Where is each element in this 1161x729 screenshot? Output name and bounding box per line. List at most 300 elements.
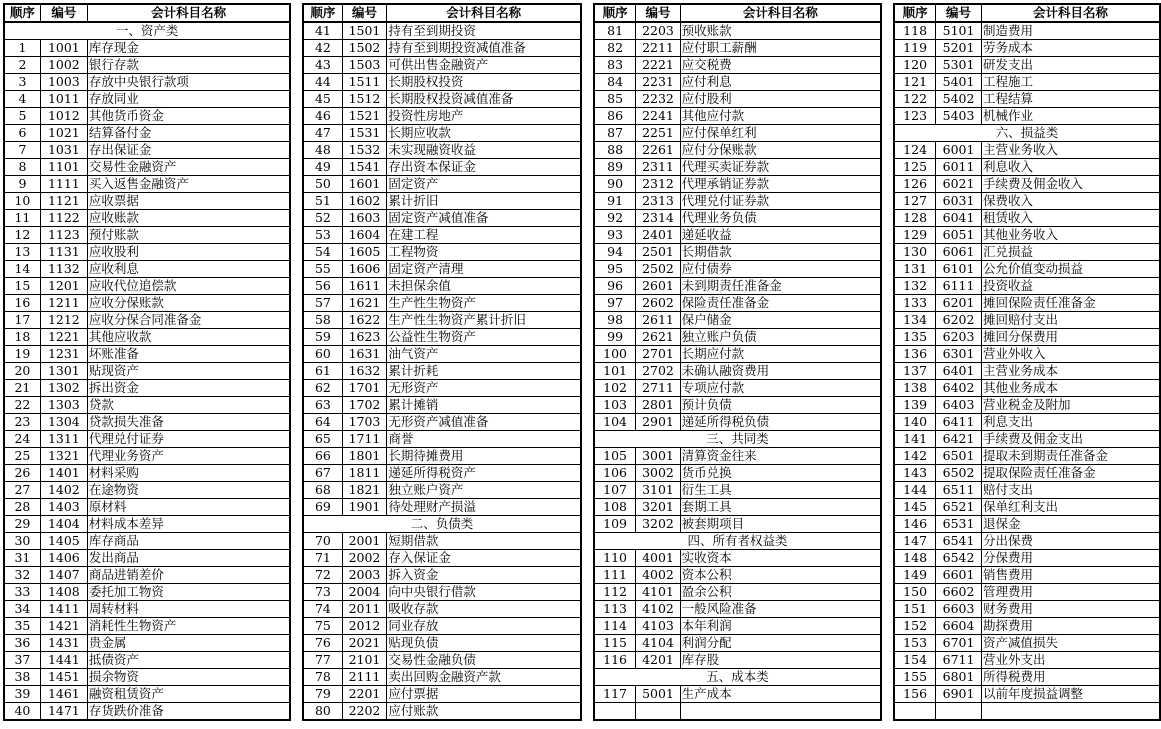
- name-cell: 存出保证金: [87, 142, 290, 159]
- seq-cell: 142: [894, 448, 936, 465]
- name-cell: 摊回分保费用: [981, 329, 1160, 346]
- seq-cell: 101: [594, 363, 636, 380]
- code-cell: 1404: [40, 516, 87, 533]
- name-cell: 固定资产: [387, 176, 581, 193]
- name-cell: 抵债资产: [87, 652, 290, 669]
- name-cell: 生产性生物资产: [387, 295, 581, 312]
- seq-cell: 112: [594, 584, 636, 601]
- seq-cell: 74: [303, 601, 342, 618]
- name-cell: 在途物资: [87, 482, 290, 499]
- code-cell: 2101: [342, 652, 387, 669]
- table-row: [4, 516, 290, 533]
- table-row: [594, 295, 881, 312]
- name-cell: 其他业务收入: [981, 227, 1160, 244]
- code-cell: 1304: [40, 414, 87, 431]
- section-row: [594, 431, 881, 448]
- seq-cell: 32: [4, 567, 40, 584]
- seq-cell: 141: [894, 431, 936, 448]
- seq-cell: 37: [4, 652, 40, 669]
- code-cell: 2221: [636, 57, 680, 74]
- code-cell: 1123: [40, 227, 87, 244]
- name-cell: 损余物资: [87, 669, 290, 686]
- code-cell: 2203: [636, 22, 680, 40]
- table-row: [4, 159, 290, 176]
- table-row: [4, 176, 290, 193]
- table-row: [4, 40, 290, 57]
- seq-cell: 58: [303, 312, 342, 329]
- name-cell: 货币兑换: [680, 465, 881, 482]
- table-row: [303, 567, 581, 584]
- code-cell: 1406: [40, 550, 87, 567]
- name-cell: 实收资本: [680, 550, 881, 567]
- name-cell: [981, 703, 1160, 721]
- name-cell: 管理费用: [981, 584, 1160, 601]
- name-cell: 独立账户资产: [387, 482, 581, 499]
- header-name: 会计科目名称: [680, 4, 881, 22]
- code-cell: 2012: [342, 618, 387, 635]
- seq-cell: 131: [894, 261, 936, 278]
- code-cell: 1604: [342, 227, 387, 244]
- code-cell: 6711: [936, 652, 982, 669]
- code-cell: 1408: [40, 584, 87, 601]
- table-row: [594, 652, 881, 669]
- name-cell: 库存股: [680, 652, 881, 669]
- table-row: [594, 482, 881, 499]
- seq-cell: 120: [894, 57, 936, 74]
- code-cell: 1531: [342, 125, 387, 142]
- seq-cell: 9: [4, 176, 40, 193]
- seq-cell: 72: [303, 567, 342, 584]
- code-cell: 1511: [342, 74, 387, 91]
- table-row: [894, 703, 1160, 721]
- name-cell: 库存商品: [87, 533, 290, 550]
- name-cell: 分出保费: [981, 533, 1160, 550]
- table-row: [4, 380, 290, 397]
- code-cell: 1302: [40, 380, 87, 397]
- name-cell: 未到期责任准备金: [680, 278, 881, 295]
- code-cell: 1001: [40, 40, 87, 57]
- name-cell: 交易性金融资产: [87, 159, 290, 176]
- seq-cell: 117: [594, 686, 636, 703]
- name-cell: 所得税费用: [981, 669, 1160, 686]
- name-cell: 材料采购: [87, 465, 290, 482]
- name-cell: 投资收益: [981, 278, 1160, 295]
- table-row: [594, 363, 881, 380]
- table-row: [894, 686, 1160, 703]
- accounting-subjects-sheet: [3, 3, 1161, 721]
- name-cell: 应付股利: [680, 91, 881, 108]
- name-cell: 预计负债: [680, 397, 881, 414]
- seq-cell: 145: [894, 499, 936, 516]
- table-row: [894, 618, 1160, 635]
- name-cell: 分保费用: [981, 550, 1160, 567]
- code-cell: 1405: [40, 533, 87, 550]
- name-cell: 代理兑付证券款: [680, 193, 881, 210]
- name-cell: 长期股权投资减值准备: [387, 91, 581, 108]
- name-cell: 发出商品: [87, 550, 290, 567]
- name-cell: 应付账款: [387, 703, 581, 721]
- table-row: [4, 91, 290, 108]
- seq-cell: 23: [4, 414, 40, 431]
- code-cell: 2401: [636, 227, 680, 244]
- table-row: [303, 227, 581, 244]
- section-row: [594, 533, 881, 550]
- seq-cell: 137: [894, 363, 936, 380]
- table-row: [594, 686, 881, 703]
- seq-cell: 88: [594, 142, 636, 159]
- name-cell: 工程结算: [981, 91, 1160, 108]
- name-cell: 周转材料: [87, 601, 290, 618]
- table-row: [894, 91, 1160, 108]
- name-cell: 机械作业: [981, 108, 1160, 125]
- table-row: [303, 176, 581, 193]
- code-cell: 2232: [636, 91, 680, 108]
- seq-cell: 66: [303, 448, 342, 465]
- seq-cell: 57: [303, 295, 342, 312]
- code-cell: 2311: [636, 159, 680, 176]
- name-cell: 保险责任准备金: [680, 295, 881, 312]
- code-cell: 6801: [936, 669, 982, 686]
- code-cell: 1012: [40, 108, 87, 125]
- table-row: [894, 669, 1160, 686]
- table-row: [594, 618, 881, 635]
- name-cell: 未担保余值: [387, 278, 581, 295]
- name-cell: 拆出资金: [87, 380, 290, 397]
- seq-cell: 30: [4, 533, 40, 550]
- seq-cell: [894, 703, 936, 721]
- table-row: [4, 57, 290, 74]
- code-cell: 3002: [636, 465, 680, 482]
- table-row: [594, 635, 881, 652]
- name-cell: 其他应收款: [87, 329, 290, 346]
- account-table-block-3: [593, 3, 882, 721]
- name-cell: 工程物资: [387, 244, 581, 261]
- table-row: [4, 397, 290, 414]
- seq-cell: 134: [894, 312, 936, 329]
- seq-cell: 82: [594, 40, 636, 57]
- table-row: [594, 261, 881, 278]
- table-row: [303, 125, 581, 142]
- code-cell: 1605: [342, 244, 387, 261]
- code-cell: 1532: [342, 142, 387, 159]
- code-cell: 3201: [636, 499, 680, 516]
- name-cell: 材料成本差异: [87, 516, 290, 533]
- seq-cell: 78: [303, 669, 342, 686]
- table-row: [303, 363, 581, 380]
- seq-cell: 2: [4, 57, 40, 74]
- seq-cell: 93: [594, 227, 636, 244]
- name-cell: 结算备付金: [87, 125, 290, 142]
- name-cell: 手续费及佣金支出: [981, 431, 1160, 448]
- seq-cell: 49: [303, 159, 342, 176]
- code-cell: 2621: [636, 329, 680, 346]
- seq-cell: 96: [594, 278, 636, 295]
- name-cell: 应收分保合同准备金: [87, 312, 290, 329]
- table-row: [4, 74, 290, 91]
- name-cell: 提取未到期责任准备金: [981, 448, 1160, 465]
- name-cell: 利息收入: [981, 159, 1160, 176]
- name-cell: 贴现资产: [87, 363, 290, 380]
- seq-cell: 147: [894, 533, 936, 550]
- table-row: [303, 669, 581, 686]
- table-row: [894, 159, 1160, 176]
- code-cell: 1121: [40, 193, 87, 210]
- seq-cell: 111: [594, 567, 636, 584]
- code-cell: 1502: [342, 40, 387, 57]
- table-row: [303, 686, 581, 703]
- code-cell: 1401: [40, 465, 87, 482]
- code-cell: 1601: [342, 176, 387, 193]
- seq-cell: 7: [4, 142, 40, 159]
- table-row: [303, 397, 581, 414]
- seq-cell: 40: [4, 703, 40, 721]
- table-row: [303, 261, 581, 278]
- header-name: 会计科目名称: [87, 4, 290, 22]
- table-row: [594, 159, 881, 176]
- code-cell: 2313: [636, 193, 680, 210]
- code-cell: 2312: [636, 176, 680, 193]
- table-row: [4, 669, 290, 686]
- seq-cell: 71: [303, 550, 342, 567]
- seq-cell: 61: [303, 363, 342, 380]
- name-cell: 存货跌价准备: [87, 703, 290, 721]
- name-cell: 利润分配: [680, 635, 881, 652]
- account-table-block-4: [893, 3, 1161, 721]
- table-row: [894, 482, 1160, 499]
- table-row: [894, 312, 1160, 329]
- section-row: [303, 516, 581, 533]
- table-row: [4, 125, 290, 142]
- seq-cell: 140: [894, 414, 936, 431]
- seq-cell: 12: [4, 227, 40, 244]
- code-cell: 1471: [40, 703, 87, 721]
- seq-cell: 149: [894, 567, 936, 584]
- name-cell: 营业税金及附加: [981, 397, 1160, 414]
- code-cell: 1003: [40, 74, 87, 91]
- header-seq: 顺序: [4, 4, 40, 22]
- seq-cell: 47: [303, 125, 342, 142]
- table-row: [303, 584, 581, 601]
- table-row: [594, 57, 881, 74]
- seq-cell: 152: [894, 618, 936, 635]
- code-cell: 1211: [40, 295, 87, 312]
- table-row: [303, 465, 581, 482]
- name-cell: 坏账准备: [87, 346, 290, 363]
- name-cell: 其他应付款: [680, 108, 881, 125]
- name-cell: 可供出售金融资产: [387, 57, 581, 74]
- seq-cell: 91: [594, 193, 636, 210]
- seq-cell: 94: [594, 244, 636, 261]
- code-cell: 2702: [636, 363, 680, 380]
- seq-cell: 26: [4, 465, 40, 482]
- seq-cell: 60: [303, 346, 342, 363]
- code-cell: 1521: [342, 108, 387, 125]
- code-cell: 1407: [40, 567, 87, 584]
- name-cell: 主营业务成本: [981, 363, 1160, 380]
- name-cell: 被套期项目: [680, 516, 881, 533]
- table-row: [894, 550, 1160, 567]
- name-cell: 套期工具: [680, 499, 881, 516]
- code-cell: 2211: [636, 40, 680, 57]
- header-row: [303, 4, 581, 22]
- seq-cell: 107: [594, 482, 636, 499]
- code-cell: 1623: [342, 329, 387, 346]
- code-cell: 2901: [636, 414, 680, 431]
- seq-cell: 29: [4, 516, 40, 533]
- code-cell: 5301: [936, 57, 982, 74]
- table-row: [594, 40, 881, 57]
- code-cell: 5402: [936, 91, 982, 108]
- seq-cell: 19: [4, 346, 40, 363]
- code-cell: 1021: [40, 125, 87, 142]
- table-row: [4, 686, 290, 703]
- table-row: [894, 295, 1160, 312]
- header-code: 编号: [636, 4, 680, 22]
- name-cell: 递延所得税资产: [387, 465, 581, 482]
- name-cell: 应收账款: [87, 210, 290, 227]
- seq-cell: 3: [4, 74, 40, 91]
- name-cell: 长期股权投资: [387, 74, 581, 91]
- table-row: [594, 329, 881, 346]
- code-cell: 1011: [40, 91, 87, 108]
- seq-cell: 110: [594, 550, 636, 567]
- table-row: [594, 397, 881, 414]
- table-row: [894, 516, 1160, 533]
- seq-cell: 75: [303, 618, 342, 635]
- seq-cell: 92: [594, 210, 636, 227]
- table-row: [594, 312, 881, 329]
- name-cell: 同业存放: [387, 618, 581, 635]
- name-cell: 代理业务负债: [680, 210, 881, 227]
- seq-cell: 25: [4, 448, 40, 465]
- code-cell: 1311: [40, 431, 87, 448]
- table-row: [303, 448, 581, 465]
- seq-cell: 123: [894, 108, 936, 125]
- section-heading: 三、共同类: [594, 431, 881, 448]
- table-row: [594, 567, 881, 584]
- code-cell: 1811: [342, 465, 387, 482]
- name-cell: [680, 703, 881, 721]
- table-row: [303, 499, 581, 516]
- code-cell: 6901: [936, 686, 982, 703]
- table-row: [594, 414, 881, 431]
- code-cell: 2314: [636, 210, 680, 227]
- seq-cell: 118: [894, 22, 936, 40]
- table-row: [894, 329, 1160, 346]
- name-cell: 一般风险准备: [680, 601, 881, 618]
- table-row: [894, 346, 1160, 363]
- code-cell: 3101: [636, 482, 680, 499]
- seq-cell: 1: [4, 40, 40, 57]
- seq-cell: 45: [303, 91, 342, 108]
- name-cell: 本年利润: [680, 618, 881, 635]
- table-row: [4, 567, 290, 584]
- seq-cell: 136: [894, 346, 936, 363]
- seq-cell: 81: [594, 22, 636, 40]
- seq-cell: 105: [594, 448, 636, 465]
- code-cell: 2611: [636, 312, 680, 329]
- seq-cell: 146: [894, 516, 936, 533]
- seq-cell: 41: [303, 22, 342, 40]
- table-row: [4, 295, 290, 312]
- seq-cell: 99: [594, 329, 636, 346]
- table-row: [594, 550, 881, 567]
- seq-cell: 85: [594, 91, 636, 108]
- name-cell: 应收股利: [87, 244, 290, 261]
- name-cell: 短期借款: [387, 533, 581, 550]
- seq-cell: 62: [303, 380, 342, 397]
- table-row: [303, 22, 581, 40]
- seq-cell: 83: [594, 57, 636, 74]
- code-cell: 6011: [936, 159, 982, 176]
- code-cell: 1431: [40, 635, 87, 652]
- table-row: [4, 312, 290, 329]
- table-row: [894, 584, 1160, 601]
- seq-cell: 18: [4, 329, 40, 346]
- code-cell: 6031: [936, 193, 982, 210]
- name-cell: 制造费用: [981, 22, 1160, 40]
- seq-cell: 46: [303, 108, 342, 125]
- code-cell: 4002: [636, 567, 680, 584]
- seq-cell: 11: [4, 210, 40, 227]
- name-cell: 营业外支出: [981, 652, 1160, 669]
- seq-cell: 89: [594, 159, 636, 176]
- table-row: [894, 533, 1160, 550]
- seq-cell: 38: [4, 669, 40, 686]
- seq-cell: 39: [4, 686, 40, 703]
- code-cell: 1703: [342, 414, 387, 431]
- table-row: [4, 210, 290, 227]
- table-row: [4, 108, 290, 125]
- seq-cell: 150: [894, 584, 936, 601]
- name-cell: 油气资产: [387, 346, 581, 363]
- seq-cell: 126: [894, 176, 936, 193]
- name-cell: 应付债券: [680, 261, 881, 278]
- seq-cell: 35: [4, 618, 40, 635]
- code-cell: 1131: [40, 244, 87, 261]
- name-cell: 公益性生物资产: [387, 329, 581, 346]
- table-row: [303, 550, 581, 567]
- table-row: [4, 193, 290, 210]
- code-cell: 5001: [636, 686, 680, 703]
- table-row: [303, 210, 581, 227]
- seq-cell: 103: [594, 397, 636, 414]
- seq-cell: 153: [894, 635, 936, 652]
- code-cell: 1603: [342, 210, 387, 227]
- table-row: [894, 244, 1160, 261]
- name-cell: 消耗性生物资产: [87, 618, 290, 635]
- code-cell: 5101: [936, 22, 982, 40]
- seq-cell: 43: [303, 57, 342, 74]
- seq-cell: 114: [594, 618, 636, 635]
- table-row: [894, 414, 1160, 431]
- table-row: [594, 465, 881, 482]
- name-cell: 拆入资金: [387, 567, 581, 584]
- seq-cell: 121: [894, 74, 936, 91]
- code-cell: 2003: [342, 567, 387, 584]
- table-row: [4, 703, 290, 721]
- table-row: [594, 74, 881, 91]
- seq-cell: 8: [4, 159, 40, 176]
- name-cell: 贷款损失准备: [87, 414, 290, 431]
- section-heading: 四、所有者权益类: [594, 533, 881, 550]
- code-cell: 1132: [40, 261, 87, 278]
- seq-cell: 128: [894, 210, 936, 227]
- table-row: [303, 618, 581, 635]
- table-row: [4, 465, 290, 482]
- seq-cell: 119: [894, 40, 936, 57]
- seq-cell: 95: [594, 261, 636, 278]
